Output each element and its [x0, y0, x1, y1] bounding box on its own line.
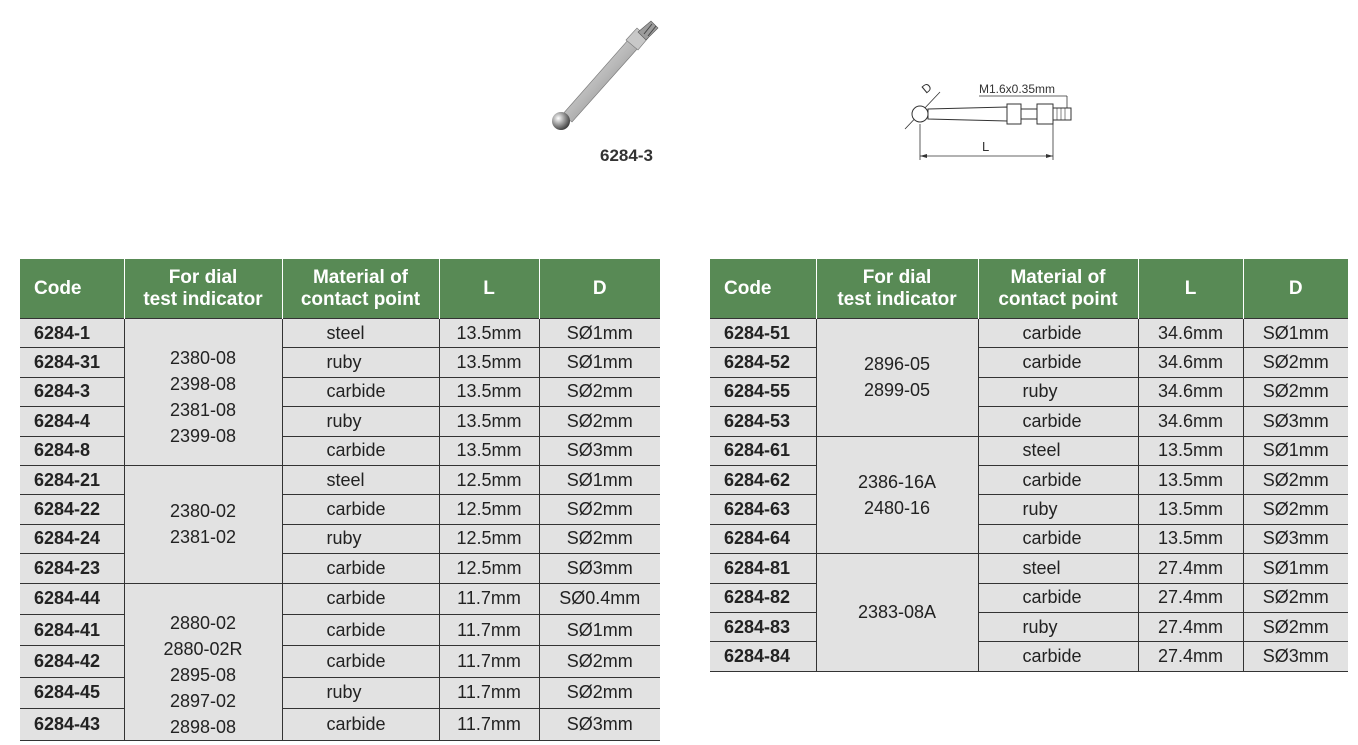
header-indicator-line1: For dial	[168, 266, 238, 288]
indicator-model: 2383-08A	[857, 602, 937, 623]
diameter-cell: SØ1mm	[539, 319, 660, 348]
material-cell: ruby	[978, 495, 1138, 524]
length-cell: 12.5mm	[439, 524, 539, 553]
table-row	[20, 646, 660, 677]
table-header-row	[710, 259, 1348, 319]
material-cell: ruby	[282, 524, 439, 553]
table-row	[20, 495, 660, 524]
length-cell: 13.5mm	[439, 407, 539, 436]
code-cell: 6284-42	[20, 646, 124, 677]
thread-label: M1.6x0.35mm	[979, 82, 1056, 96]
material-cell: ruby	[282, 677, 439, 708]
table-row	[710, 642, 1348, 671]
length-cell: 13.5mm	[1138, 465, 1243, 494]
length-cell: 13.5mm	[1138, 524, 1243, 553]
spec-table-left	[20, 259, 660, 741]
code-cell: 6284-61	[710, 436, 816, 465]
material-cell: carbide	[282, 646, 439, 677]
table-row	[710, 319, 1348, 348]
indicator-cell	[124, 319, 282, 466]
code-cell: 6284-22	[20, 495, 124, 524]
stylus-dimension-diagram	[895, 74, 1095, 169]
code-cell: 6284-81	[710, 554, 816, 583]
material-cell: carbide	[282, 583, 439, 614]
code-cell: 6284-51	[710, 319, 816, 348]
diameter-cell: SØ3mm	[1243, 407, 1348, 436]
code-cell: 6284-45	[20, 677, 124, 708]
table-row	[710, 495, 1348, 524]
header-material-line1: Material of	[312, 266, 409, 288]
length-cell: 13.5mm	[1138, 495, 1243, 524]
length-cell: 34.6mm	[1138, 407, 1243, 436]
table-row	[20, 677, 660, 708]
code-cell: 6284-63	[710, 495, 816, 524]
code-cell: 6284-21	[20, 465, 124, 494]
indicator-cell	[124, 465, 282, 583]
indicator-cell	[816, 436, 978, 554]
table-row	[710, 465, 1348, 494]
material-cell: ruby	[282, 348, 439, 377]
diameter-cell: SØ2mm	[1243, 495, 1348, 524]
material-cell: carbide	[978, 465, 1138, 494]
diameter-cell: SØ1mm	[539, 465, 660, 494]
header-diameter: D	[539, 259, 660, 319]
diameter-cell: SØ1mm	[539, 348, 660, 377]
code-cell: 6284-53	[710, 407, 816, 436]
diameter-cell: SØ2mm	[539, 495, 660, 524]
length-cell: 13.5mm	[439, 377, 539, 406]
length-cell: 27.4mm	[1138, 612, 1243, 641]
indicator-model: 2480-16	[863, 497, 931, 518]
length-cell: 27.4mm	[1138, 583, 1243, 612]
header-code: Code	[710, 259, 816, 319]
indicator-cell	[816, 554, 978, 672]
indicator-model: 2897-02	[169, 690, 237, 711]
code-cell: 6284-84	[710, 642, 816, 671]
header-indicator	[124, 259, 282, 319]
header-length: L	[1138, 259, 1243, 319]
table-row	[710, 348, 1348, 377]
material-cell: carbide	[282, 436, 439, 465]
diameter-cell: SØ1mm	[1243, 554, 1348, 583]
table-row	[710, 612, 1348, 641]
header-indicator-line1: For dial	[862, 266, 932, 288]
indicator-model: 2380-08	[169, 348, 237, 368]
code-cell: 6284-82	[710, 583, 816, 612]
material-cell: carbide	[282, 554, 439, 583]
code-cell: 6284-83	[710, 612, 816, 641]
diameter-cell: SØ2mm	[1243, 583, 1348, 612]
length-cell: 34.6mm	[1138, 348, 1243, 377]
table-row	[710, 554, 1348, 583]
table-row	[710, 377, 1348, 406]
table-row	[710, 436, 1348, 465]
diameter-label: D	[918, 79, 935, 97]
table-row	[20, 436, 660, 465]
material-cell: carbide	[978, 348, 1138, 377]
header-material	[978, 259, 1138, 319]
product-code-label: 6284-3	[600, 146, 653, 165]
length-cell: 12.5mm	[439, 495, 539, 524]
header-indicator-line2: test indicator	[143, 288, 263, 310]
diameter-cell: SØ1mm	[1243, 436, 1348, 465]
indicator-model: 2896-05	[863, 354, 931, 375]
length-cell: 34.6mm	[1138, 319, 1243, 348]
header-material-line2: contact point	[300, 288, 421, 310]
diameter-cell: SØ3mm	[539, 554, 660, 583]
spec-table-right	[710, 259, 1348, 672]
material-cell: steel	[978, 554, 1138, 583]
table-row	[20, 524, 660, 553]
header-diameter: D	[1243, 259, 1348, 319]
header-indicator-line2: test indicator	[837, 288, 957, 310]
length-cell: 11.7mm	[439, 709, 539, 740]
diameter-cell: SØ2mm	[539, 677, 660, 708]
code-cell: 6284-24	[20, 524, 124, 553]
table-row	[710, 407, 1348, 436]
indicator-model: 2895-08	[169, 664, 237, 685]
length-cell: 13.5mm	[1138, 436, 1243, 465]
indicator-model: 2386-16A	[857, 471, 937, 492]
length-cell: 27.4mm	[1138, 642, 1243, 671]
material-cell: steel	[978, 436, 1138, 465]
material-cell: carbide	[282, 377, 439, 406]
code-cell: 6284-52	[710, 348, 816, 377]
header-length: L	[439, 259, 539, 319]
code-cell: 6284-4	[20, 407, 124, 436]
length-cell: 13.5mm	[439, 348, 539, 377]
material-cell: carbide	[978, 583, 1138, 612]
material-cell: carbide	[978, 319, 1138, 348]
table-row	[20, 709, 660, 740]
indicator-model: 2381-02	[169, 527, 237, 548]
diameter-cell: SØ2mm	[539, 646, 660, 677]
diameter-cell: SØ3mm	[1243, 524, 1348, 553]
table-row	[20, 554, 660, 583]
header-indicator	[816, 259, 978, 319]
material-cell: steel	[282, 465, 439, 494]
material-cell: carbide	[282, 614, 439, 645]
header-material	[282, 259, 439, 319]
header-code: Code	[20, 259, 124, 319]
code-cell: 6284-43	[20, 709, 124, 740]
material-cell: carbide	[978, 642, 1138, 671]
material-cell: ruby	[978, 612, 1138, 641]
length-cell: 12.5mm	[439, 465, 539, 494]
table-row	[20, 465, 660, 494]
length-cell: 11.7mm	[439, 677, 539, 708]
table-header-row	[20, 259, 660, 319]
indicator-model: 2880-02	[169, 612, 237, 633]
material-cell: steel	[282, 319, 439, 348]
diameter-cell: SØ1mm	[539, 614, 660, 645]
table-row	[710, 524, 1348, 553]
diameter-cell: SØ2mm	[1243, 612, 1348, 641]
table-row	[20, 319, 660, 348]
diameter-cell: SØ3mm	[539, 709, 660, 740]
diameter-cell: SØ1mm	[1243, 319, 1348, 348]
length-cell: 11.7mm	[439, 646, 539, 677]
diameter-cell: SØ3mm	[539, 436, 660, 465]
header-material-line1: Material of	[1010, 266, 1106, 288]
table-row	[20, 348, 660, 377]
indicator-model: 2899-05	[863, 380, 931, 401]
length-label: L	[982, 139, 990, 154]
length-cell: 27.4mm	[1138, 554, 1243, 583]
material-cell: ruby	[978, 377, 1138, 406]
table-row	[20, 377, 660, 406]
diameter-cell: SØ0.4mm	[539, 583, 660, 614]
code-cell: 6284-55	[710, 377, 816, 406]
indicator-model: 2880-02R	[163, 638, 243, 659]
material-cell: carbide	[282, 709, 439, 740]
diameter-cell: SØ2mm	[539, 524, 660, 553]
material-cell: carbide	[282, 495, 439, 524]
material-cell: ruby	[282, 407, 439, 436]
code-cell: 6284-23	[20, 554, 124, 583]
diameter-cell: SØ2mm	[1243, 348, 1348, 377]
diameter-cell: SØ3mm	[1243, 642, 1348, 671]
code-cell: 6284-41	[20, 614, 124, 645]
code-cell: 6284-44	[20, 583, 124, 614]
indicator-cell	[124, 583, 282, 740]
indicator-cell	[816, 319, 978, 437]
length-cell: 13.5mm	[439, 319, 539, 348]
code-cell: 6284-8	[20, 436, 124, 465]
table-row	[20, 407, 660, 436]
indicator-model: 2399-08	[169, 426, 237, 446]
code-cell: 6284-62	[710, 465, 816, 494]
length-cell: 13.5mm	[439, 436, 539, 465]
diameter-cell: SØ2mm	[1243, 377, 1348, 406]
indicator-model: 2380-02	[169, 501, 237, 522]
indicator-model: 2898-08	[169, 716, 237, 737]
length-cell: 11.7mm	[439, 583, 539, 614]
material-cell: carbide	[978, 407, 1138, 436]
table-row	[20, 614, 660, 645]
header-material-line2: contact point	[998, 288, 1118, 310]
length-cell: 11.7mm	[439, 614, 539, 645]
length-cell: 12.5mm	[439, 554, 539, 583]
table-row	[710, 583, 1348, 612]
length-cell: 34.6mm	[1138, 377, 1243, 406]
code-cell: 6284-31	[20, 348, 124, 377]
diameter-cell: SØ2mm	[539, 407, 660, 436]
code-cell: 6284-3	[20, 377, 124, 406]
code-cell: 6284-64	[710, 524, 816, 553]
indicator-model: 2398-08	[169, 374, 237, 394]
diameter-cell: SØ2mm	[539, 377, 660, 406]
diameter-cell: SØ2mm	[1243, 465, 1348, 494]
code-cell: 6284-1	[20, 319, 124, 348]
indicator-model: 2381-08	[169, 400, 237, 420]
material-cell: carbide	[978, 524, 1138, 553]
table-row	[20, 583, 660, 614]
